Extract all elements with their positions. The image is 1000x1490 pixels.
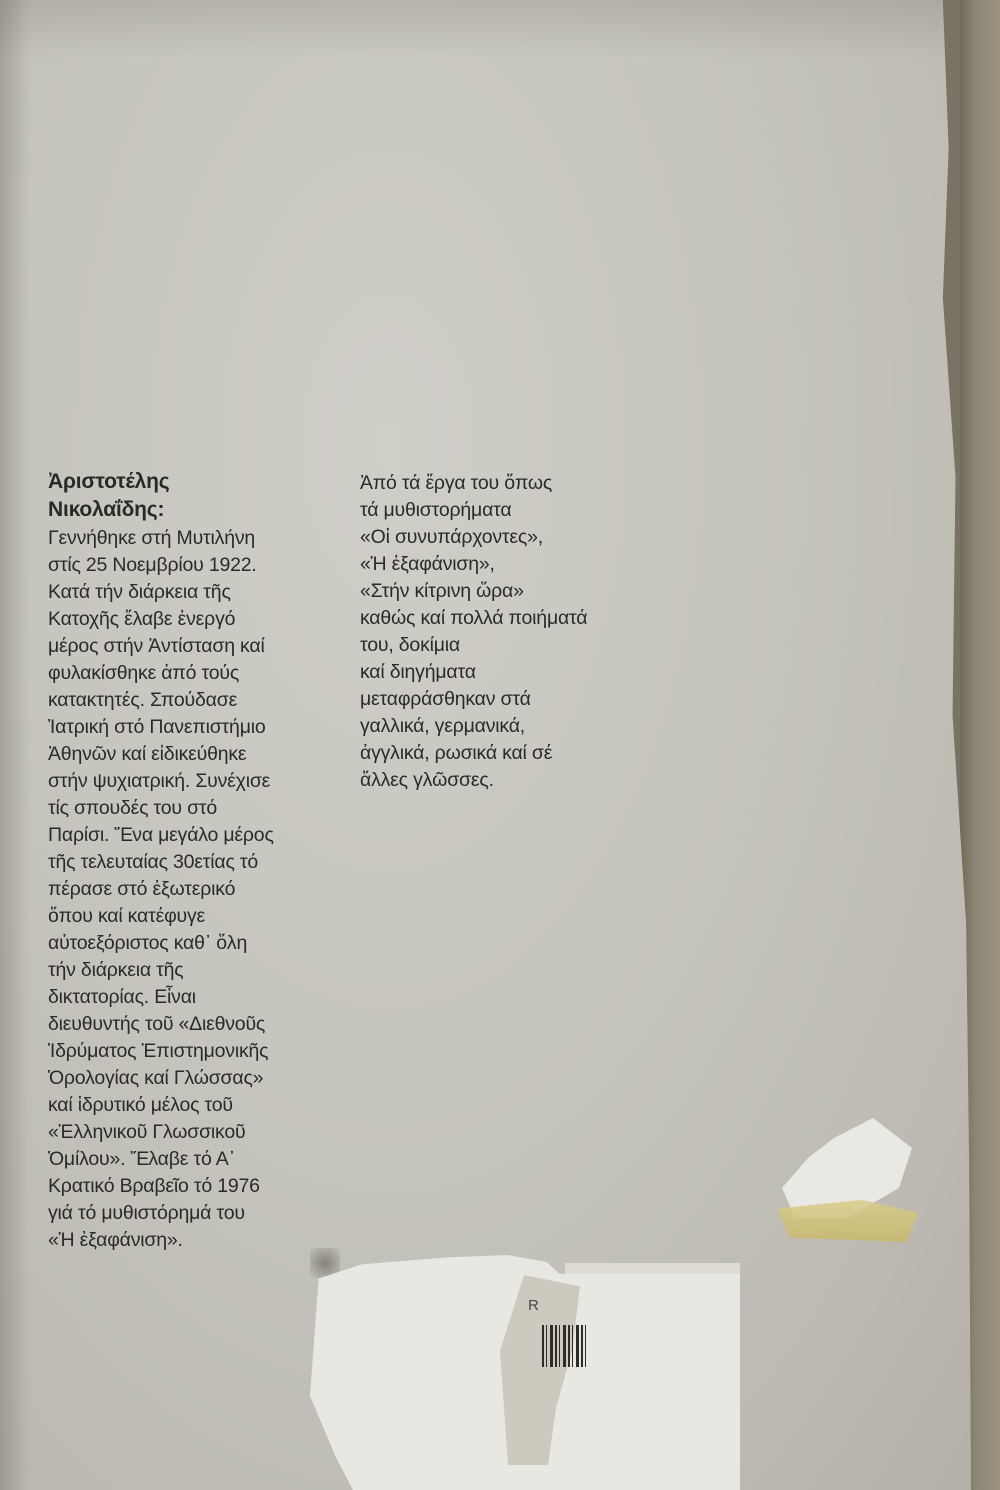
bio-line: κατακτητές. Σπούδασε (48, 689, 238, 711)
bio-line: στίς 25 Νοεμβρίου 1922. (48, 554, 257, 576)
torn-price-sticker (310, 1255, 740, 1490)
bio-line: καί ἱδρυτικό μέλος τοῦ (48, 1094, 233, 1116)
works-line: του, δοκίμια (360, 634, 460, 656)
works-line: τά μυθιστορήματα (360, 499, 512, 521)
bio-line: μέρος στήν Ἀντίσταση καί (48, 635, 265, 657)
works-line: Ἀπό τά ἔργα του ὅπως (360, 472, 553, 494)
bio-line: Γεννήθηκε στή Μυτιλήνη (48, 527, 256, 549)
bio-line: αὐτοεξόριστος καθ᾽ ὅλη (48, 932, 248, 954)
works-paragraph (360, 470, 680, 794)
cover-shadow-top (0, 0, 972, 60)
bio-line: «Ἡ ἐξαφάνιση». (48, 1229, 183, 1251)
bio-line: Ὁμίλου». Ἔλαβε τό Α᾽ (48, 1148, 235, 1170)
barcode-fragment (542, 1325, 586, 1367)
cover-shadow-left (0, 0, 30, 1490)
bio-line: τῆς τελευταίας 30ετίας τό (48, 851, 259, 873)
bio-line: Ἱδρύματος Ἐπιστημονικῆς (48, 1040, 269, 1062)
bio-line: «Ἑλληνικοῦ Γλωσσικοῦ (48, 1121, 246, 1143)
bio-line: Ὁρολογίας καί Γλώσσας» (48, 1067, 264, 1089)
works-line: «Οἱ συνυπάρχοντες», (360, 526, 543, 548)
works-line: καί διηγήματα (360, 661, 476, 683)
bio-line: Κατά τήν διάρκεια τῆς (48, 581, 231, 603)
works-line: «Ἡ ἐξαφάνιση», (360, 553, 495, 575)
bio-line: Κατοχῆς ἔλαβε ἐνεργό (48, 608, 236, 630)
works-line: ἀγγλικά, ρωσικά καί σέ (360, 742, 553, 764)
bio-line: Ἀθηνῶν καί εἰδικεύθηκε (48, 743, 247, 765)
bio-line: πέρασε στό ἐξωτερικό (48, 878, 236, 900)
bio-line: Παρίσι. Ἕνα μεγάλο μέρος (48, 824, 274, 846)
bio-line: ὅπου καί κατέφυγε (48, 905, 206, 927)
bio-line: στήν ψυχιατρική. Συνέχισε (48, 770, 271, 792)
sticker-letter: R (528, 1297, 539, 1314)
bio-line: Κρατικό Βραβεῖο τό 1976 (48, 1175, 260, 1197)
works-line: μεταφράσθηκαν στά (360, 688, 531, 710)
works-line: καθώς καί πολλά ποιήματά (360, 607, 588, 629)
bio-line: γιά τό μυθιστόρημά του (48, 1202, 245, 1224)
works-line: ἄλλες γλῶσσες. (360, 769, 494, 791)
author-biography (48, 468, 368, 1254)
bio-line: τήν διάρκεια τῆς (48, 959, 184, 981)
bio-line: Ἰατρική στό Πανεπιστήμιο (48, 716, 266, 738)
bio-line: τίς σπουδές του στό (48, 797, 218, 819)
works-line: γαλλικά, γερμανικά, (360, 715, 526, 737)
works-line: «Στήν κίτρινη ὥρα» (360, 580, 524, 602)
author-name: Ἀριστοτέλης Νικολαΐδης: (48, 470, 170, 521)
bio-line: δικτατορίας. Εἶναι (48, 986, 196, 1008)
bio-line: διευθυντής τοῦ «Διεθνοῦς (48, 1013, 266, 1035)
bio-line: φυλακίσθηκε ἀπό τούς (48, 662, 240, 684)
